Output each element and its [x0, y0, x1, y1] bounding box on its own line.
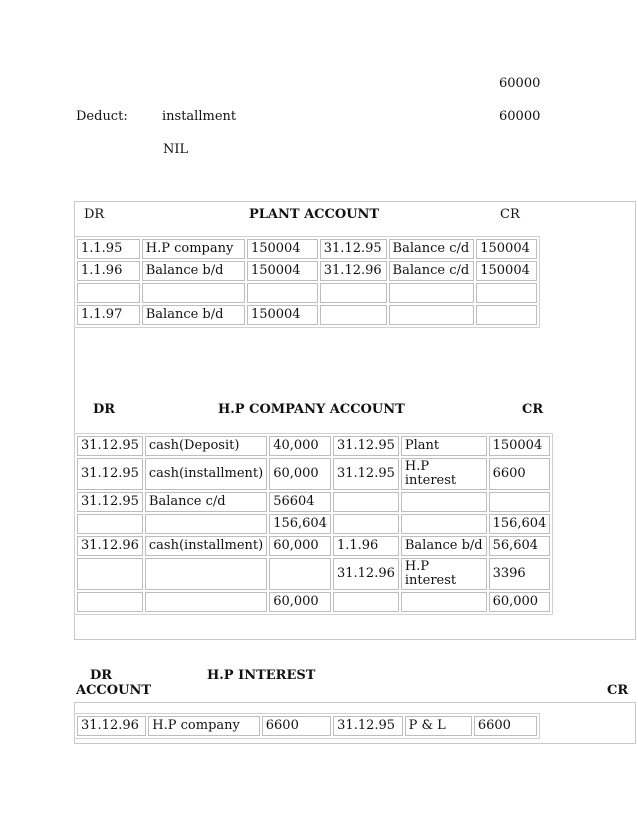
- table-row: [77, 492, 550, 512]
- particulars-cell: Balance c/d: [389, 261, 475, 281]
- amount-cell: 156,604: [489, 514, 551, 534]
- table-row: [77, 592, 550, 612]
- date-cell: 31.12.96: [333, 558, 399, 590]
- table-row: [77, 514, 550, 534]
- amount-cell: 150004: [247, 239, 318, 259]
- date-cell: 31.12.95: [333, 716, 402, 736]
- particulars-cell: H.P interest: [401, 558, 487, 590]
- date-cell: 31.12.95: [333, 458, 399, 490]
- particulars-cell: Balance b/d: [142, 261, 245, 281]
- particulars-cell: [142, 283, 245, 303]
- particulars-cell: Balance b/d: [142, 305, 245, 325]
- date-cell: 31.12.95: [320, 239, 387, 259]
- particulars-cell: [389, 305, 475, 325]
- amount-cell: 150004: [476, 261, 537, 281]
- particulars-cell: [389, 283, 475, 303]
- table-row: [77, 261, 537, 281]
- hp-dr-label: DR: [93, 402, 116, 417]
- particulars-cell: [145, 514, 267, 534]
- table-row: [77, 239, 537, 259]
- date-cell: [77, 592, 143, 612]
- amount-cell: 3396: [489, 558, 551, 590]
- particulars-cell: Balance b/d: [401, 536, 487, 556]
- date-cell: 1.1.96: [77, 261, 140, 281]
- particulars-cell: H.P company: [148, 716, 259, 736]
- deduct-label: Deduct:: [76, 109, 128, 124]
- date-cell: 31.12.96: [77, 716, 146, 736]
- amount-cell: 150004: [489, 436, 551, 456]
- particulars-cell: cash(Deposit): [145, 436, 267, 456]
- date-cell: 1.1.97: [77, 305, 140, 325]
- particulars-cell: H.P company: [142, 239, 245, 259]
- amount-cell: 60,000: [269, 536, 331, 556]
- amount-cell: [476, 283, 537, 303]
- particulars-cell: [401, 492, 487, 512]
- table-row: [77, 283, 537, 303]
- date-cell: [333, 592, 399, 612]
- amount-cell: 56604: [269, 492, 331, 512]
- table-row: [77, 536, 550, 556]
- particulars-cell: Plant: [401, 436, 487, 456]
- amount-cell: 6600: [489, 458, 551, 490]
- plant-account-title: PLANT ACCOUNT: [249, 207, 380, 222]
- date-cell: [320, 283, 387, 303]
- installment-label: installment: [162, 109, 237, 124]
- date-cell: [333, 492, 399, 512]
- amount-cell: 6600: [262, 716, 331, 736]
- plant-cr-label: CR: [500, 207, 520, 222]
- amount-cell: 150004: [247, 305, 318, 325]
- table-row: [77, 558, 550, 590]
- date-cell: 31.12.95: [77, 458, 143, 490]
- nil-label: NIL: [163, 142, 189, 157]
- amount-cell: 156,604: [269, 514, 331, 534]
- date-cell: 31.12.95: [333, 436, 399, 456]
- amount-cell: 150004: [247, 261, 318, 281]
- date-cell: [77, 558, 143, 590]
- opening-amount: 60000: [499, 76, 541, 91]
- amount-cell: 6600: [474, 716, 537, 736]
- particulars-cell: [145, 558, 267, 590]
- date-cell: 1.1.96: [333, 536, 399, 556]
- hp-cr-label: CR: [522, 402, 544, 417]
- date-cell: 31.12.95: [77, 436, 143, 456]
- date-cell: [77, 283, 140, 303]
- particulars-cell: [145, 592, 267, 612]
- hp-interest-account-table: [74, 713, 540, 739]
- particulars-cell: cash(installment): [145, 536, 267, 556]
- particulars-cell: H.P interest: [401, 458, 487, 490]
- amount-cell: [269, 558, 331, 590]
- interest-account-title: H.P INTEREST: [207, 668, 316, 683]
- date-cell: 31.12.96: [77, 536, 143, 556]
- amount-cell: 40,000: [269, 436, 331, 456]
- table-row: [77, 305, 537, 325]
- plant-account-table: [74, 236, 540, 328]
- particulars-cell: [401, 592, 487, 612]
- amount-cell: 60,000: [489, 592, 551, 612]
- date-cell: [333, 514, 399, 534]
- interest-cr-label: CR: [607, 683, 629, 698]
- hp-company-account-table: [74, 433, 553, 615]
- amount-cell: [476, 305, 537, 325]
- amount-cell: 150004: [476, 239, 537, 259]
- date-cell: [77, 514, 143, 534]
- date-cell: [320, 305, 387, 325]
- table-row: [77, 458, 550, 490]
- interest-account-title-cont: ACCOUNT: [76, 683, 151, 698]
- amount-cell: [489, 492, 551, 512]
- amount-cell: 60,000: [269, 592, 331, 612]
- particulars-cell: [401, 514, 487, 534]
- installment-amount: 60000: [499, 109, 541, 124]
- date-cell: 1.1.95: [77, 239, 140, 259]
- particulars-cell: Balance c/d: [389, 239, 475, 259]
- plant-dr-label: DR: [84, 207, 105, 222]
- particulars-cell: Balance c/d: [145, 492, 267, 512]
- date-cell: 31.12.96: [320, 261, 387, 281]
- date-cell: 31.12.95: [77, 492, 143, 512]
- hp-account-title: H.P COMPANY ACCOUNT: [218, 402, 405, 417]
- interest-dr-label: DR: [90, 668, 113, 683]
- amount-cell: 56,604: [489, 536, 551, 556]
- table-row: [77, 716, 537, 736]
- particulars-cell: cash(installment): [145, 458, 267, 490]
- particulars-cell: P & L: [405, 716, 472, 736]
- amount-cell: [247, 283, 318, 303]
- amount-cell: 60,000: [269, 458, 331, 490]
- table-row: [77, 436, 550, 456]
